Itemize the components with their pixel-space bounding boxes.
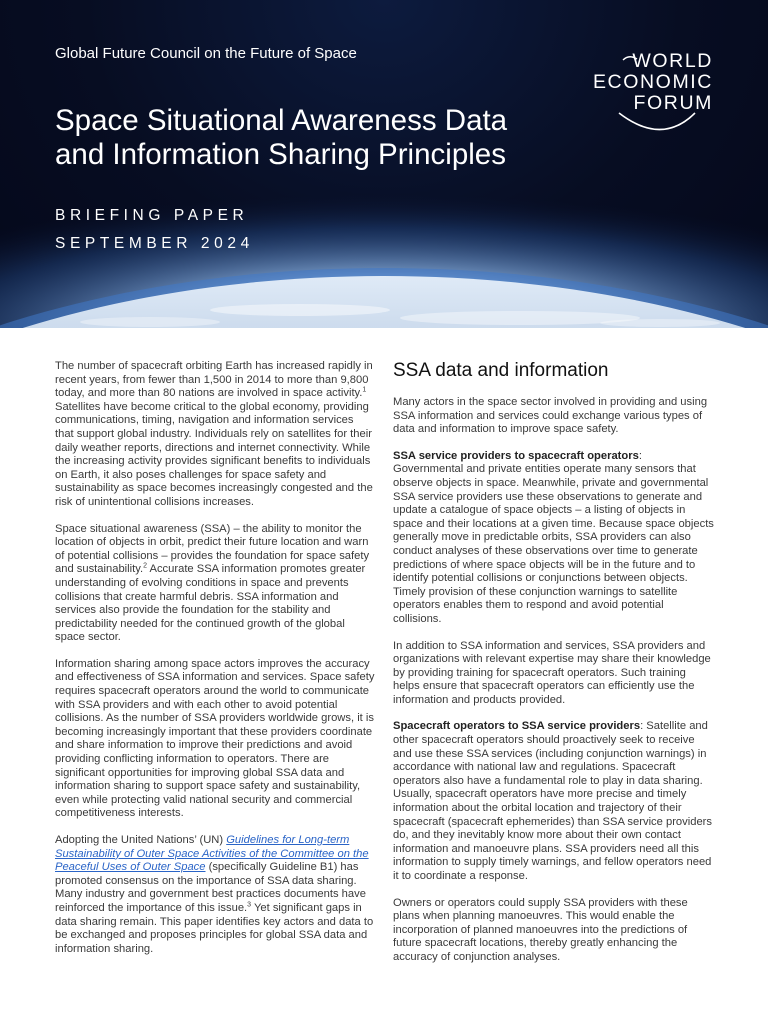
cover-hero [0, 0, 768, 328]
subheading: Spacecraft operators to SSA service providers [393, 720, 641, 733]
document-type: BRIEFING PAPER [55, 207, 249, 224]
paragraph: Adopting the United Nations’ (UN) Guidelines for Long-term Sustainability of Outer Space Activities of the Committee on the Peaceful Uses of Outer Space (specifically Guideline B1) has promoted consensus on the importance of SSA data sharing. Many industry and government best practices documents have reinforced the importance of this issue.$^3$ Yet significant gaps in data sharing remain. This paper identifies key actors and data to be exchanged and proposes principles for global SSA data and information sharing. [55, 834, 374, 955]
paragraph: Space situational awareness (SSA) – the ability to monitor the location of objects in orbit, predict their future location and warn of potential collisions – provides the foundation for space safety and sustainability.$^2$ Accurate SSA information promotes greater understanding of evolving conditions in space and prevents collisions that create harmful debris. SSA information and services also provide the foundation for the stability and predictability needed for the continued growth of the global space sector. [55, 522, 370, 644]
logo-text-forum: FORUM [633, 92, 713, 114]
paragraph: The number of spacecraft orbiting Earth has increased rapidly in recent years, from fewer than 1,500 in 2014 to more than 9,800 today, and more than 80 nations are involved in space activity.$^1$ Satellites have become critical to the global economy, providing communications, timing, navigation and information services that support global industry. Individuals rely on satellites for their daily weather reports, directions and internet connectivity. While the increasing activity provides significant benefits to individuals on Earth, it also poses challenges for space safety and sustainability as space becomes increasingly congested and the risk of unintentional collisions increases. [55, 360, 373, 508]
paragraph: Spacecraft operators to SSA service providers: Satellite and other spacecraft operators should proactively seek to receive and use these SSA services (including conjunction warnings) in accordance with national law and regulations. Spacecraft operators also have a fundamental role to play in data sharing. Usually, spacecraft operators have more precise and timely information about the orbital location and trajectory of their spacecraft (spacecraft ephemerides) than SSA service providers do, and they inevitably know more about their own contact information and manoeuvre plans. SSA providers need all this information to supply timely warnings, and fellow operators need it to coordinate a response. [393, 720, 712, 882]
guidelines-link[interactable]: Guidelines for Long-term Sustainability of Outer Space Activities of the Committee on the Peaceful Uses of Outer Space [55, 834, 369, 874]
paragraph: Information sharing among space actors improves the accuracy and effectiveness of SSA information and services. Space safety requires spacecraft operators around the world to communicate with SSA providers and with each other to avoid potential collisions. As the number of SSA providers worldwide grows, it is becoming increasingly important that these providers coordinate and share information to improve their predictions and avoid providing conflicting information to operators. There are significant opportunities for improving global SSA data and information sharing to support space safety and sustainability, even while protecting valid national security and commercial competitiveness interests. [55, 657, 375, 820]
right-column [393, 360, 715, 978]
footnote-ref[interactable]: 1 [362, 386, 367, 394]
paragraph: Owners or operators could supply SSA providers with these plans when planning manoeuvres. This would enable the incorporation of planned manoeuvres into the predictions of future spacecraft locations, thereby greatly enhancing the accuracy of conjunction analyses. [393, 896, 688, 963]
footnote-ref[interactable]: 3 [247, 901, 252, 909]
page-title: Space Situational Awareness Data and Information Sharing Principles [55, 103, 508, 172]
paragraph: Many actors in the space sector involved in providing and using SSA information and services could exchange various types of data and information to improve space safety. [393, 396, 708, 436]
paragraph: In addition to SSA information and services, SSA providers and organizations with relevant expertise may share their knowledge by providing training for spacecraft operators. Such training helps ensure that spacecraft operators can efficiently use the information and products provided. [393, 639, 711, 706]
footnote-ref[interactable]: 2 [143, 562, 148, 570]
wef-logo [567, 51, 717, 136]
logo-text-economic: ECONOMIC [592, 71, 713, 93]
publication-date: SEPTEMBER 2024 [55, 235, 254, 252]
section-heading: SSA data and information [393, 360, 609, 381]
logo-text-world: WORLD [632, 50, 713, 72]
subheading: SSA service providers to spacecraft operators [393, 449, 639, 462]
paragraph: SSA service providers to spacecraft operators: Governmental and private entities operate many sensors that observe objects in space. Meanwhile, private and governmental SSA service providers use these observations to generate and update a catalogue of space objects – a listing of objects in space and their locations at a given time. Because space objects generally move in predictable orbits, SSA providers can also conduct analyses of these observations over time to generate predictions of where space objects will be in the future and to identify potential collisions or conjunctions between objects. Timely provision of these conjunction warnings to satellite operators enables them to respond and avoid potential collisions. [393, 449, 714, 625]
council-name: Global Future Council on the Future of Space [55, 45, 357, 62]
left-column [55, 360, 375, 969]
